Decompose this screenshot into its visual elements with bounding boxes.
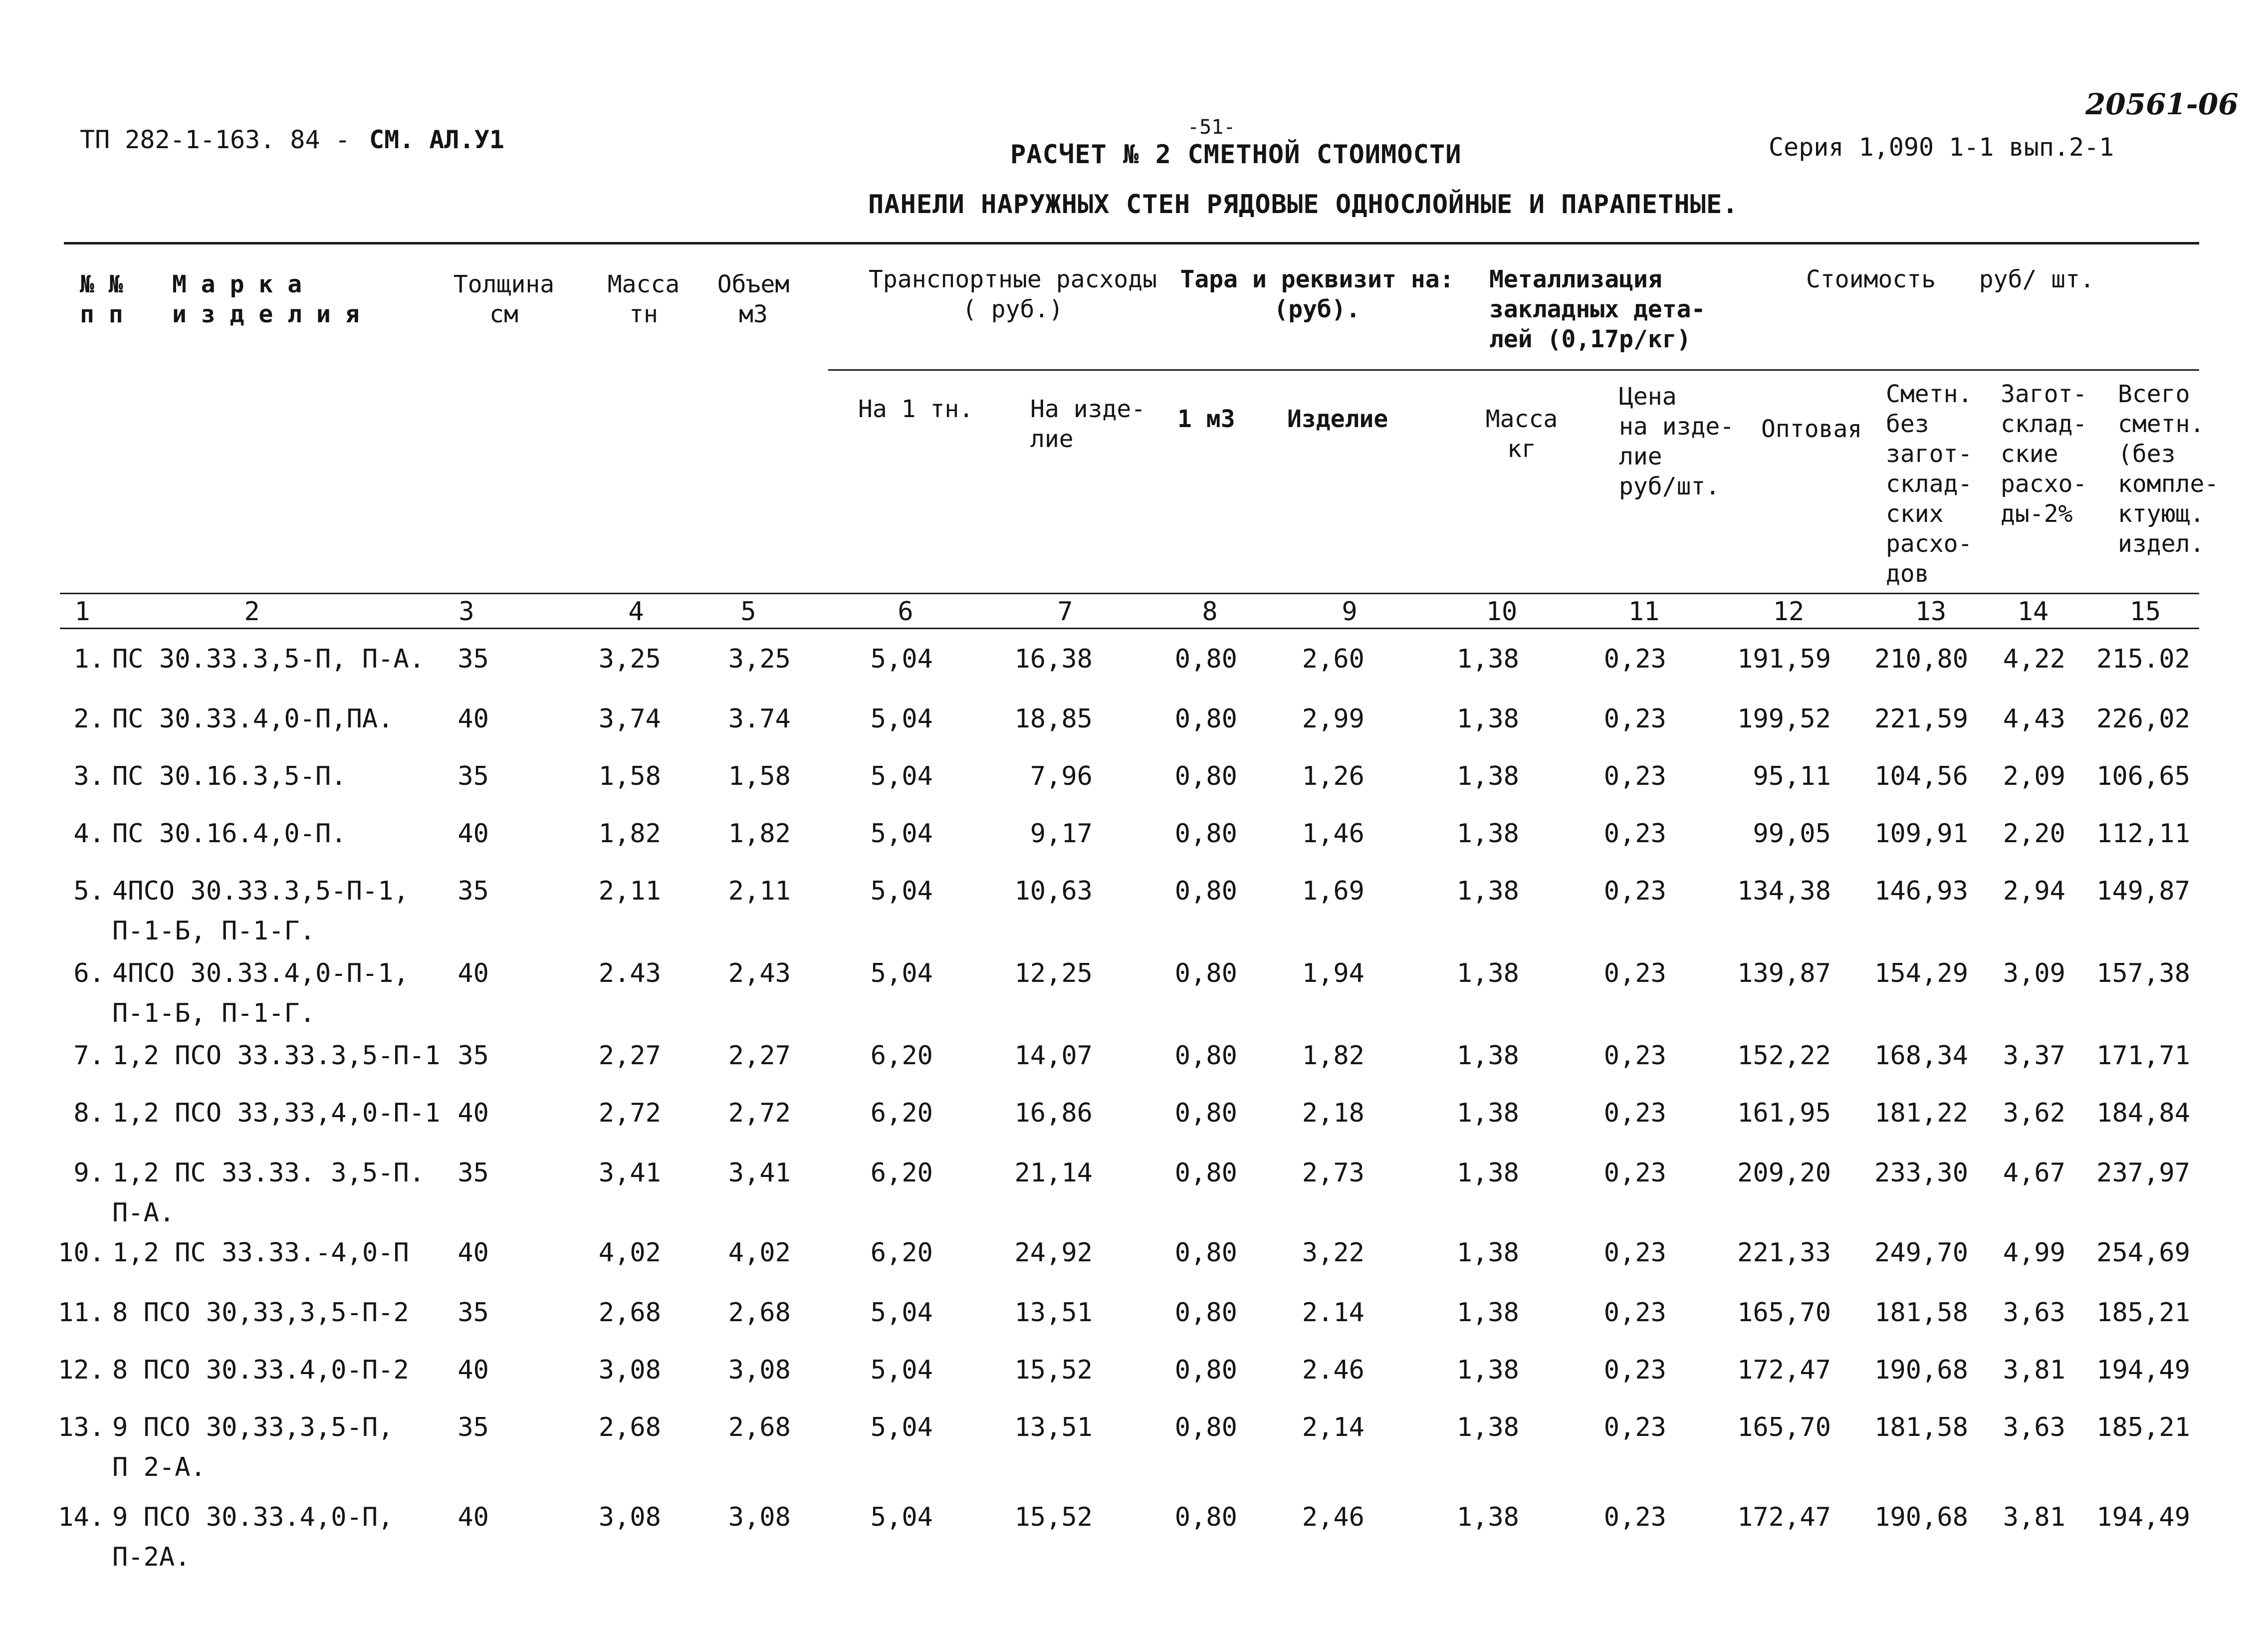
cell-transport-per-ton: 6,20 bbox=[870, 1041, 933, 1071]
cell-estimate: 168,34 bbox=[1874, 1041, 1968, 1071]
cell-transport-per-item: 14,07 bbox=[1014, 1041, 1093, 1071]
column-number: 3 bbox=[458, 597, 474, 627]
cell-row-number: 5. bbox=[73, 876, 105, 906]
page-number: -51- bbox=[1187, 116, 1236, 139]
document-title: РАСЧЕТ № 2 СМЕТНОЙ СТОИМОСТИ bbox=[1010, 140, 1462, 170]
cell-transport-per-item: 13,51 bbox=[1014, 1298, 1093, 1328]
column-number: 15 bbox=[2129, 597, 2161, 627]
col-header-storage-costs: Загот- склад- ские расхо- ды-2% bbox=[2001, 380, 2087, 528]
cell-estimate: 190,68 bbox=[1874, 1502, 1968, 1532]
cell-thickness: 40 bbox=[457, 704, 489, 734]
cell-mass: 2,68 bbox=[598, 1298, 661, 1328]
cell-mass: 3,41 bbox=[598, 1158, 661, 1188]
cell-volume: 3.74 bbox=[728, 704, 791, 734]
cell-thickness: 35 bbox=[457, 761, 489, 791]
cell-mass: 3,08 bbox=[598, 1355, 661, 1385]
cell-metal-mass: 1,38 bbox=[1456, 876, 1519, 906]
cell-mark: ПС 30.33.4,0-П,ПА. bbox=[112, 704, 394, 734]
col-header-mass: Масса тн bbox=[607, 270, 680, 328]
col-header-tara-per-item: Изделие bbox=[1287, 405, 1388, 433]
cell-total: 194,49 bbox=[2096, 1355, 2190, 1385]
cell-metal-price: 0,23 bbox=[1603, 704, 1666, 734]
cell-metal-price: 0,23 bbox=[1603, 1298, 1666, 1328]
column-number: 5 bbox=[740, 597, 756, 627]
cell-wholesale: 139,87 bbox=[1737, 958, 1831, 988]
column-number: 7 bbox=[1057, 597, 1073, 627]
cell-metal-mass: 1,38 bbox=[1456, 1412, 1519, 1442]
cell-wholesale: 165,70 bbox=[1737, 1298, 1831, 1328]
cell-metal-mass: 1,38 bbox=[1456, 1098, 1519, 1128]
col-header-metal-price: Цена на изде- лие руб/шт. bbox=[1619, 383, 1735, 500]
cell-tara-per-item: 3,22 bbox=[1302, 1238, 1364, 1268]
cell-transport-per-ton: 5,04 bbox=[870, 876, 933, 906]
cell-tara-per-item: 2,60 bbox=[1302, 644, 1364, 674]
cell-row-number: 9. bbox=[73, 1158, 105, 1188]
cell-tara-per-m3: 0,80 bbox=[1174, 761, 1237, 791]
cell-total: 194,49 bbox=[2096, 1502, 2190, 1532]
cell-mark: 1,2 ПС 33.33.-4,0-П bbox=[112, 1238, 409, 1268]
col-header-number: № № п п bbox=[80, 270, 123, 328]
cell-storage: 3,63 bbox=[2003, 1298, 2065, 1328]
cell-volume: 4,02 bbox=[728, 1238, 791, 1268]
column-number: 9 bbox=[1342, 597, 1358, 627]
cell-wholesale: 165,70 bbox=[1737, 1412, 1831, 1442]
column-number: 4 bbox=[628, 597, 644, 627]
cell-transport-per-ton: 5,04 bbox=[870, 819, 933, 849]
cell-thickness: 35 bbox=[457, 1041, 489, 1071]
cell-transport-per-ton: 5,04 bbox=[870, 761, 933, 791]
cell-wholesale: 172,47 bbox=[1737, 1355, 1831, 1385]
cell-thickness: 35 bbox=[457, 644, 489, 674]
column-number: 6 bbox=[898, 597, 913, 627]
cell-estimate: 233,30 bbox=[1874, 1158, 1968, 1188]
cell-metal-mass: 1,38 bbox=[1456, 1355, 1519, 1385]
cell-metal-price: 0,23 bbox=[1603, 1412, 1666, 1442]
cell-storage: 3,81 bbox=[2003, 1502, 2065, 1532]
cell-mark: 8 ПСО 30.33.4,0-П-2 bbox=[112, 1355, 409, 1385]
cell-transport-per-item: 7,96 bbox=[1030, 761, 1093, 791]
cell-total: 237,97 bbox=[2096, 1158, 2190, 1188]
cell-mark: 1,2 ПСО 33.33.3,5-П-1 bbox=[112, 1041, 441, 1071]
cell-transport-per-item: 16,86 bbox=[1014, 1098, 1093, 1128]
column-number: 14 bbox=[2017, 597, 2049, 627]
cell-row-number: 6. bbox=[73, 958, 105, 988]
cell-metal-mass: 1,38 bbox=[1456, 958, 1519, 988]
cell-total: 112,11 bbox=[2096, 819, 2190, 849]
cell-thickness: 40 bbox=[457, 1098, 489, 1128]
column-number: 11 bbox=[1628, 597, 1660, 627]
cell-volume: 2,43 bbox=[728, 958, 791, 988]
cell-volume: 3,08 bbox=[728, 1355, 791, 1385]
cell-mass: 3,08 bbox=[598, 1502, 661, 1532]
column-number: 1 bbox=[74, 597, 90, 627]
cell-tara-per-m3: 0,80 bbox=[1174, 1298, 1237, 1328]
cell-wholesale: 221,33 bbox=[1737, 1238, 1831, 1268]
cell-tara-per-m3: 0,80 bbox=[1174, 1238, 1237, 1268]
cell-tara-per-m3: 0,80 bbox=[1174, 1355, 1237, 1385]
cell-row-number: 3. bbox=[73, 761, 105, 791]
col-header-total-estimate: Всего сметн. (без компле- ктующ. издел. bbox=[2118, 380, 2219, 558]
cell-tara-per-item: 1,26 bbox=[1302, 761, 1364, 791]
cell-mark: ПС 30.16.3,5-П. bbox=[112, 761, 347, 791]
cell-mass: 2,11 bbox=[598, 876, 661, 906]
cell-thickness: 40 bbox=[457, 1502, 489, 1532]
cell-volume: 3,41 bbox=[728, 1158, 791, 1188]
cell-tara-per-m3: 0,80 bbox=[1174, 704, 1237, 734]
cell-volume: 2,68 bbox=[728, 1412, 791, 1442]
cell-estimate: 109,91 bbox=[1874, 819, 1968, 849]
cell-wholesale: 134,38 bbox=[1737, 876, 1831, 906]
cell-metal-mass: 1,38 bbox=[1456, 644, 1519, 674]
col-group-cost: Стоимость руб/ шт. bbox=[1806, 265, 2094, 293]
cell-transport-per-ton: 5,04 bbox=[870, 1298, 933, 1328]
cell-metal-price: 0,23 bbox=[1603, 819, 1666, 849]
cell-transport-per-item: 21,14 bbox=[1014, 1158, 1093, 1188]
cell-total: 185,21 bbox=[2096, 1412, 2190, 1442]
header-bottom-rule bbox=[60, 593, 2199, 594]
cell-volume: 2,68 bbox=[728, 1298, 791, 1328]
cell-row-number: 2. bbox=[73, 704, 105, 734]
cell-storage: 2,09 bbox=[2003, 761, 2065, 791]
cell-estimate: 249,70 bbox=[1874, 1238, 1968, 1268]
col-header-volume: Объем м3 bbox=[717, 270, 790, 328]
cell-thickness: 35 bbox=[457, 876, 489, 906]
cell-mark: ПС 30.33.3,5-П, П-А. bbox=[112, 644, 425, 674]
cell-row-number: 1. bbox=[73, 644, 105, 674]
cell-row-number: 13. bbox=[58, 1412, 105, 1442]
cell-storage: 4,99 bbox=[2003, 1238, 2065, 1268]
cell-storage: 3,81 bbox=[2003, 1355, 2065, 1385]
col-header-estimate-no-storage: Сметн. без загот- склад- ских расхо- дов bbox=[1886, 380, 1973, 588]
cell-metal-mass: 1,38 bbox=[1456, 1158, 1519, 1188]
cell-tara-per-item: 1,69 bbox=[1302, 876, 1364, 906]
cell-mark: 4ПСО 30.33.4,0-П-1, П-1-Б, П-1-Г. bbox=[112, 958, 409, 1028]
cell-mark: 9 ПСО 30,33,3,5-П, П 2-А. bbox=[112, 1412, 394, 1482]
cell-metal-price: 0,23 bbox=[1603, 644, 1666, 674]
cell-transport-per-item: 18,85 bbox=[1014, 704, 1093, 734]
cell-tara-per-m3: 0,80 bbox=[1174, 958, 1237, 988]
cell-total: 171,71 bbox=[2096, 1041, 2190, 1071]
cell-metal-price: 0,23 bbox=[1603, 958, 1666, 988]
cell-transport-per-item: 13,51 bbox=[1014, 1412, 1093, 1442]
cell-transport-per-ton: 6,20 bbox=[870, 1238, 933, 1268]
cell-metal-price: 0,23 bbox=[1603, 1098, 1666, 1128]
cell-tara-per-m3: 0,80 bbox=[1174, 819, 1237, 849]
cell-tara-per-item: 2.14 bbox=[1302, 1298, 1364, 1328]
cell-volume: 2,72 bbox=[728, 1098, 791, 1128]
cell-metal-price: 0,23 bbox=[1603, 1502, 1666, 1532]
cell-metal-mass: 1,38 bbox=[1456, 761, 1519, 791]
cell-tara-per-item: 2,46 bbox=[1302, 1502, 1364, 1532]
cell-row-number: 11. bbox=[58, 1298, 105, 1328]
cell-tara-per-item: 2,73 bbox=[1302, 1158, 1364, 1188]
cell-estimate: 190,68 bbox=[1874, 1355, 1968, 1385]
cell-total: 184,84 bbox=[2096, 1098, 2190, 1128]
cell-row-number: 12. bbox=[58, 1355, 105, 1385]
document-code: ТП 282-1-163. 84 - bbox=[80, 125, 350, 154]
cell-metal-mass: 1,38 bbox=[1456, 1298, 1519, 1328]
cell-metal-mass: 1,38 bbox=[1456, 1238, 1519, 1268]
cell-mark: 9 ПСО 30.33.4,0-П, П-2А. bbox=[112, 1502, 394, 1572]
cell-metal-price: 0,23 bbox=[1603, 1355, 1666, 1385]
cell-mark: 1,2 ПС 33.33. 3,5-П. П-А. bbox=[112, 1158, 425, 1228]
col-header-transport-per-item: На изде- лие bbox=[1030, 395, 1146, 453]
cell-mark: 4ПСО 30.33.3,5-П-1, П-1-Б, П-1-Г. bbox=[112, 876, 409, 946]
cell-tara-per-m3: 0,80 bbox=[1174, 1158, 1237, 1188]
cell-thickness: 40 bbox=[457, 1238, 489, 1268]
cell-metal-price: 0,23 bbox=[1603, 876, 1666, 906]
col-header-thickness: Толщина см bbox=[453, 270, 555, 328]
stamp-number: 20561-06 bbox=[2085, 87, 2239, 121]
cell-transport-per-item: 15,52 bbox=[1014, 1355, 1093, 1385]
cell-total: 185,21 bbox=[2096, 1298, 2190, 1328]
cell-storage: 3,62 bbox=[2003, 1098, 2065, 1128]
cell-transport-per-ton: 6,20 bbox=[870, 1098, 933, 1128]
cell-row-number: 8. bbox=[73, 1098, 105, 1128]
cell-transport-per-item: 9,17 bbox=[1030, 819, 1093, 849]
cell-storage: 2,20 bbox=[2003, 819, 2065, 849]
cell-transport-per-item: 24,92 bbox=[1014, 1238, 1093, 1268]
cell-storage: 2,94 bbox=[2003, 876, 2065, 906]
cell-thickness: 40 bbox=[457, 819, 489, 849]
column-number: 12 bbox=[1773, 597, 1805, 627]
cell-mass: 3,74 bbox=[598, 704, 661, 734]
cell-transport-per-ton: 5,04 bbox=[870, 644, 933, 674]
cell-total: 226,02 bbox=[2096, 704, 2190, 734]
cell-row-number: 4. bbox=[73, 819, 105, 849]
cell-wholesale: 199,52 bbox=[1737, 704, 1831, 734]
cell-tara-per-m3: 0,80 bbox=[1174, 1502, 1237, 1532]
cell-estimate: 154,29 bbox=[1874, 958, 1968, 988]
cell-tara-per-item: 1,46 bbox=[1302, 819, 1364, 849]
cell-thickness: 35 bbox=[457, 1158, 489, 1188]
cell-wholesale: 95,11 bbox=[1753, 761, 1831, 791]
cell-total: 215.02 bbox=[2096, 644, 2190, 674]
cell-volume: 3,08 bbox=[728, 1502, 791, 1532]
col-header-wholesale: Оптовая bbox=[1761, 415, 1862, 443]
cell-mass: 2.43 bbox=[598, 958, 661, 988]
cell-transport-per-item: 10,63 bbox=[1014, 876, 1093, 906]
cell-mark: ПС 30.16.4,0-П. bbox=[112, 819, 347, 849]
cell-storage: 3,37 bbox=[2003, 1041, 2065, 1071]
col-header-metal-mass: Масса кг bbox=[1485, 405, 1558, 463]
header-group-rule bbox=[828, 369, 2199, 371]
col-header-transport-per-ton: На 1 тн. bbox=[858, 395, 974, 423]
cell-transport-per-ton: 5,04 bbox=[870, 1502, 933, 1532]
cell-metal-mass: 1,38 bbox=[1456, 819, 1519, 849]
cell-mark: 1,2 ПСО 33,33,4,0-П-1 bbox=[112, 1098, 441, 1128]
column-number: 2 bbox=[244, 597, 260, 627]
cell-transport-per-ton: 6,20 bbox=[870, 1158, 933, 1188]
col-group-tara: Тара и реквизит на: (руб). bbox=[1180, 265, 1454, 323]
cell-tara-per-m3: 0,80 bbox=[1174, 1098, 1237, 1128]
sheet-reference: СМ. АЛ.У1 bbox=[369, 125, 504, 154]
cell-estimate: 146,93 bbox=[1874, 876, 1968, 906]
cell-wholesale: 161,95 bbox=[1737, 1098, 1831, 1128]
cell-estimate: 221,59 bbox=[1874, 704, 1968, 734]
cell-volume: 3,25 bbox=[728, 644, 791, 674]
cell-transport-per-ton: 5,04 bbox=[870, 704, 933, 734]
cell-tara-per-m3: 0,80 bbox=[1174, 1041, 1237, 1071]
cell-tara-per-item: 2,99 bbox=[1302, 704, 1364, 734]
cell-estimate: 181,58 bbox=[1874, 1412, 1968, 1442]
cell-estimate: 210,80 bbox=[1874, 644, 1968, 674]
cell-metal-price: 0,23 bbox=[1603, 1158, 1666, 1188]
cell-storage: 3,09 bbox=[2003, 958, 2065, 988]
cell-estimate: 104,56 bbox=[1874, 761, 1968, 791]
cell-wholesale: 172,47 bbox=[1737, 1502, 1831, 1532]
cell-total: 149,87 bbox=[2096, 876, 2190, 906]
cell-tara-per-item: 1,82 bbox=[1302, 1041, 1364, 1071]
cell-mass: 1,82 bbox=[598, 819, 661, 849]
col-group-transport: Транспортные расходы ( руб.) bbox=[869, 265, 1157, 323]
cell-mass: 2,72 bbox=[598, 1098, 661, 1128]
cell-tara-per-item: 2,18 bbox=[1302, 1098, 1364, 1128]
cell-estimate: 181,22 bbox=[1874, 1098, 1968, 1128]
table-top-rule bbox=[64, 242, 2199, 244]
cell-mass: 2,68 bbox=[598, 1412, 661, 1442]
cell-transport-per-ton: 5,04 bbox=[870, 1412, 933, 1442]
cell-total: 106,65 bbox=[2096, 761, 2190, 791]
cell-row-number: 10. bbox=[58, 1238, 105, 1268]
document-subtitle: ПАНЕЛИ НАРУЖНЫХ СТЕН РЯДОВЫЕ ОДНОСЛОЙНЫЕ И ПАРАПЕТНЫЕ. bbox=[868, 190, 1739, 220]
column-number: 8 bbox=[1202, 597, 1218, 627]
cell-transport-per-item: 16,38 bbox=[1014, 644, 1093, 674]
cell-wholesale: 209,20 bbox=[1737, 1158, 1831, 1188]
cell-tara-per-m3: 0,80 bbox=[1174, 644, 1237, 674]
cell-mark: 8 ПСО 30,33,3,5-П-2 bbox=[112, 1298, 409, 1328]
cell-transport-per-item: 15,52 bbox=[1014, 1502, 1093, 1532]
column-number: 13 bbox=[1915, 597, 1947, 627]
col-header-mark: М а р к а и з д е л и я bbox=[172, 270, 360, 328]
cell-tara-per-item: 1,94 bbox=[1302, 958, 1364, 988]
col-header-tara-per-m3: 1 м3 bbox=[1177, 405, 1235, 433]
cell-storage: 4,22 bbox=[2003, 644, 2065, 674]
cell-storage: 3,63 bbox=[2003, 1412, 2065, 1442]
cell-storage: 4,67 bbox=[2003, 1158, 2065, 1188]
cell-thickness: 40 bbox=[457, 958, 489, 988]
cell-thickness: 35 bbox=[457, 1298, 489, 1328]
cell-estimate: 181,58 bbox=[1874, 1298, 1968, 1328]
cell-metal-price: 0,23 bbox=[1603, 1238, 1666, 1268]
column-number-rule bbox=[60, 628, 2199, 629]
cell-transport-per-ton: 5,04 bbox=[870, 958, 933, 988]
cell-volume: 2,11 bbox=[728, 876, 791, 906]
cell-tara-per-item: 2,14 bbox=[1302, 1412, 1364, 1442]
cell-volume: 1,82 bbox=[728, 819, 791, 849]
cell-wholesale: 152,22 bbox=[1737, 1041, 1831, 1071]
cell-transport-per-ton: 5,04 bbox=[870, 1355, 933, 1385]
cell-volume: 1,58 bbox=[728, 761, 791, 791]
cell-metal-mass: 1,38 bbox=[1456, 1041, 1519, 1071]
cell-row-number: 14. bbox=[58, 1502, 105, 1532]
cell-total: 157,38 bbox=[2096, 958, 2190, 988]
cell-wholesale: 99,05 bbox=[1753, 819, 1831, 849]
cell-tara-per-m3: 0,80 bbox=[1174, 1412, 1237, 1442]
cell-transport-per-item: 12,25 bbox=[1014, 958, 1093, 988]
cell-tara-per-m3: 0,80 bbox=[1174, 876, 1237, 906]
cell-metal-price: 0,23 bbox=[1603, 761, 1666, 791]
cell-thickness: 35 bbox=[457, 1412, 489, 1442]
cell-wholesale: 191,59 bbox=[1737, 644, 1831, 674]
cell-metal-mass: 1,38 bbox=[1456, 1502, 1519, 1532]
cell-storage: 4,43 bbox=[2003, 704, 2065, 734]
cell-volume: 2,27 bbox=[728, 1041, 791, 1071]
cell-total: 254,69 bbox=[2096, 1238, 2190, 1268]
cell-tara-per-item: 2.46 bbox=[1302, 1355, 1364, 1385]
column-number: 10 bbox=[1486, 597, 1518, 627]
cell-mass: 4,02 bbox=[598, 1238, 661, 1268]
cell-row-number: 7. bbox=[73, 1041, 105, 1071]
cell-mass: 3,25 bbox=[598, 644, 661, 674]
col-group-metallization: Металлизация закладных дета- лей (0,17р/кг) bbox=[1489, 265, 1706, 353]
cell-metal-price: 0,23 bbox=[1603, 1041, 1666, 1071]
cell-thickness: 40 bbox=[457, 1355, 489, 1385]
cell-mass: 1,58 bbox=[598, 761, 661, 791]
series-label: Серия 1,090 1-1 вып.2-1 bbox=[1769, 133, 2114, 162]
cell-metal-mass: 1,38 bbox=[1456, 704, 1519, 734]
cell-mass: 2,27 bbox=[598, 1041, 661, 1071]
